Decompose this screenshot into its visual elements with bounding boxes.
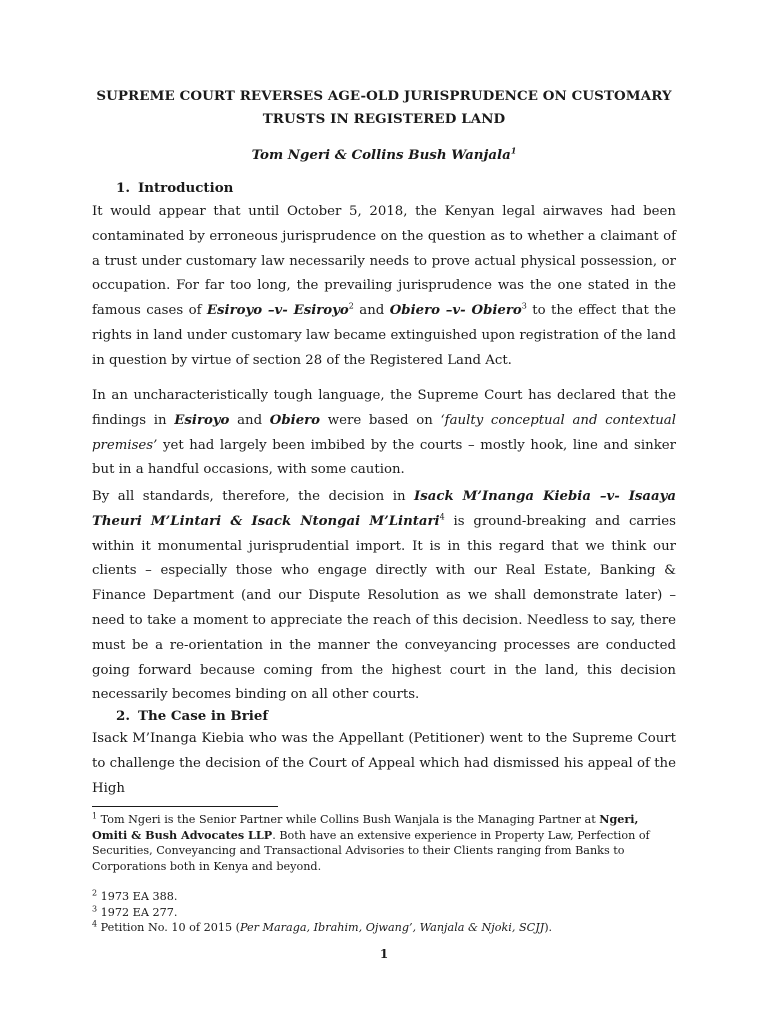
section-heading-introduction	[116, 180, 233, 196]
footnote-text: 1973 EA 388.	[97, 890, 178, 903]
author-line	[92, 147, 676, 163]
authors-text: Tom Ngeri & Collins Bush Wanjala	[251, 147, 511, 163]
paragraph-text: It would appear that until October 5, 2018, the Kenyan legal airwaves had been contaminated by erroneous jurisprudence on the question as to whether a claimant of a trust under customary law necessarily needs to prove actual physical possession, or occupation. For far too long, the prevailing jurisprudence was the one stated in the famous cases of	[92, 204, 676, 319]
footnote-number: 1	[92, 811, 98, 821]
case-citation: Esiroyo	[174, 412, 230, 428]
paragraph-intro-2	[92, 384, 676, 483]
footnote-text: Petition No. 10 of 2015 (	[97, 921, 240, 934]
footnote-separator	[92, 806, 278, 807]
paragraph-case-1: Isack M’Inanga Kiebia who was the Appellant (Petitioner) went to the Supreme Court to challenge the decision of the Court of Appeal which had dismissed his appeal of the High	[92, 731, 676, 796]
section-title: The Case in Brief	[138, 708, 269, 724]
footnote-ref: 1	[510, 145, 517, 156]
case-citation: Isack M’Inanga Kiebia –v- Isaaya Theuri M’Lintari & Isack Ntongai M’Lintari	[92, 489, 676, 529]
footnote-number: 3	[92, 904, 98, 914]
paragraph-text: and	[353, 303, 390, 319]
footnote-number: 4	[92, 919, 98, 929]
case-citation: Esiroyo –v- Esiroyo	[206, 303, 349, 319]
page-number: 1	[379, 947, 389, 961]
document-title-line-1: SUPREME COURT REVERSES AGE-OLD JURISPRUDENCE ON CUSTOMARY	[96, 88, 672, 104]
footnote-3	[92, 905, 676, 921]
firm-name: Ngeri, Omiti & Bush Advocates LLP	[92, 812, 639, 842]
section-number: 1.	[116, 180, 130, 196]
footnote-text: 1972 EA 277.	[97, 906, 178, 919]
section-title: Introduction	[138, 180, 234, 196]
section-number: 2.	[116, 708, 130, 724]
section-heading-case-in-brief	[116, 708, 268, 724]
paragraph-text: In an uncharacteristically tough language, the Supreme Court has declared that the findings in	[92, 388, 676, 428]
paragraph-intro-1	[92, 200, 676, 374]
paragraph-text: is ground-breaking and carries within it monumental jurisprudential import. It is in this regard that we think our clients – especially those who engage directly with our Real Estate, Banking & Finance Department (and our Dispute Resolution as we shall demonstrate later) – need to take a moment to appreciate the reach of this decision. Needless to say, there must be a re-orientation in the manner the conveyancing processes are conducted going forward because coming from the highest court in the land, this decision necessarily becomes binding on all other courts.	[92, 513, 676, 703]
footnote-text: . Both have an extensive experience in Property Law, Perfection of Securities, Conveyancing and Transactional Advisories to their Clients ranging from Banks to Corporations both in Kenya and beyond.	[92, 828, 650, 873]
footnote-2	[92, 889, 676, 905]
paragraph-text: were based on	[320, 412, 441, 428]
footnote-4	[92, 920, 676, 936]
document-title-line-2: TRUSTS IN REGISTERED LAND	[262, 111, 506, 127]
footnote-1	[92, 812, 676, 874]
paragraph-text: and	[229, 412, 270, 428]
case-citation: Obiero	[269, 412, 321, 428]
paragraph-intro-3	[92, 485, 676, 708]
paragraph-text: By all standards, therefore, the decision in	[92, 489, 415, 504]
footnote-number: 2	[92, 888, 98, 898]
footnote-text: ).	[544, 921, 553, 934]
footnote-text: Tom Ngeri is the Senior Partner while Collins Bush Wanjala is the Managing Partner at	[97, 813, 600, 826]
quoted-phrase: ‘faulty conceptual and contextual premises’	[92, 412, 676, 453]
footnote-ref: 3	[521, 301, 527, 311]
footnote-ref: 2	[348, 301, 354, 311]
case-citation: Obiero –v- Obiero	[389, 303, 522, 319]
footnote-ref: 4	[439, 512, 445, 522]
paragraph-text: yet had largely been imbibed by the courts – mostly hook, line and sinker but in a handful occasions, with some caution.	[92, 437, 676, 478]
paragraph-text: to the effect that the rights in land under customary law became extinguished upon registration of the land in question by virtue of section 28 of the Registered Land Act.	[92, 303, 676, 368]
judges-list: Per Maraga, Ibrahim, Ojwang’, Wanjala & Njoki, SCJJ	[240, 921, 545, 934]
